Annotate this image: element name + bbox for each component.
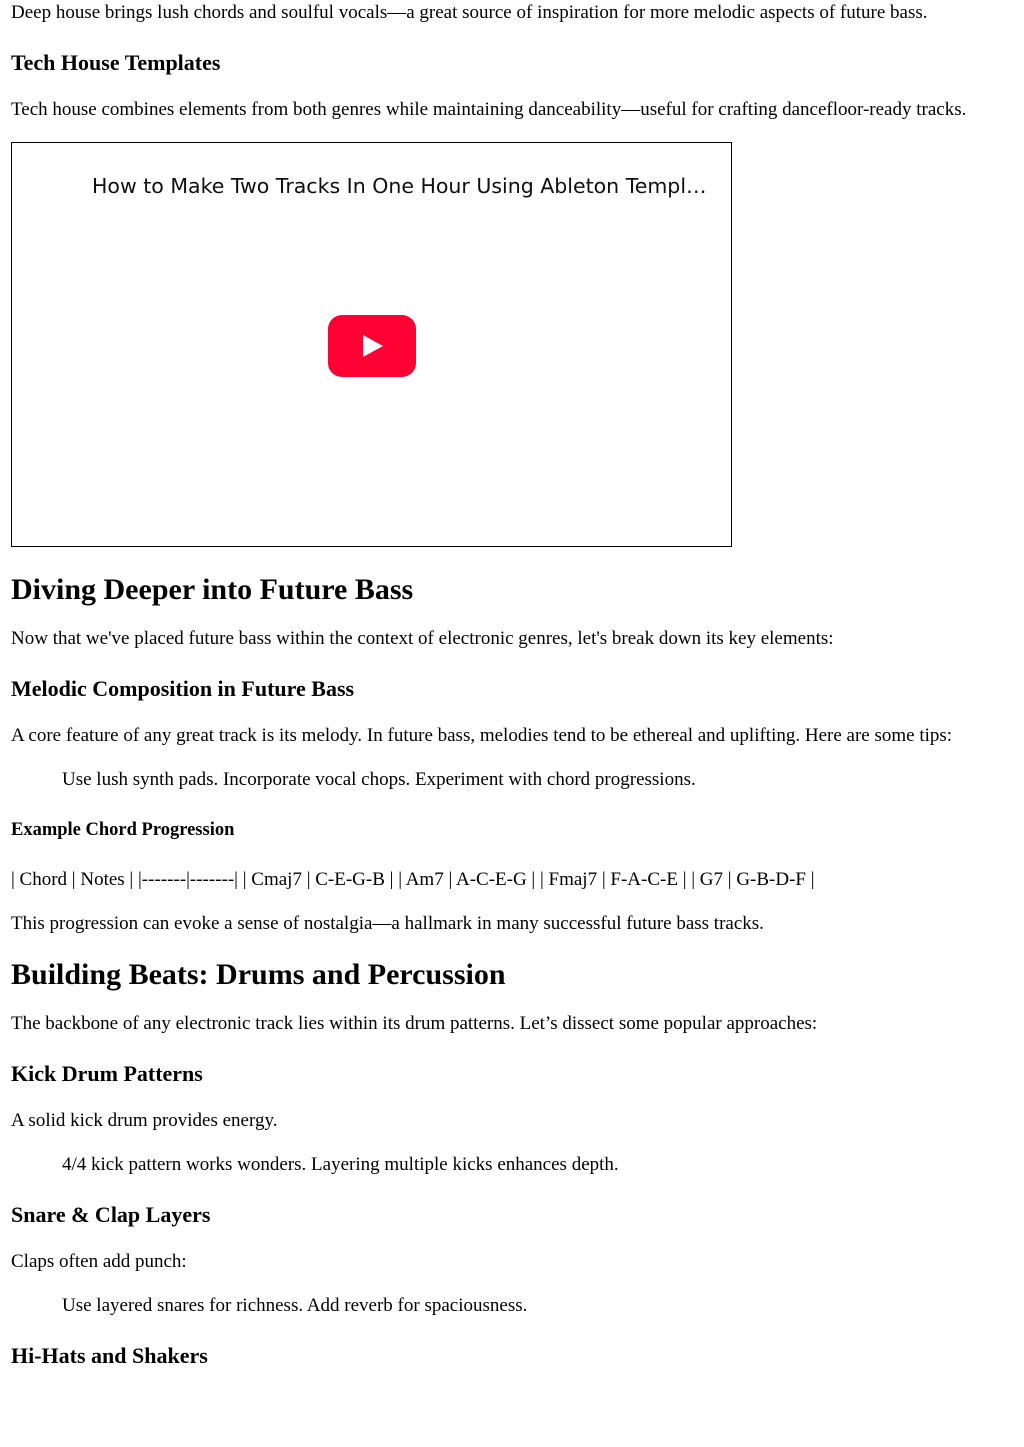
article-body — [0, 1, 1024, 1369]
melodic-composition-paragraph: A core feature of any great track is its melody. In future bass, melodies tend to be ethereal and uplifting. Here are some tips: — [11, 725, 953, 746]
hihats-heading: Hi-Hats and Shakers — [11, 1343, 208, 1368]
snare-clap-heading: Snare & Clap Layers — [11, 1202, 211, 1227]
chord-table-text: | Chord | Notes | |-------|-------| | Cmaj7 | C-E-G-B | | Am7 | A-C-E-G | | Fmaj7 | F-A-C-E | | G7 | G-B-D-F | — [11, 869, 815, 890]
youtube-play-icon[interactable] — [328, 315, 416, 377]
tech-house-heading: Tech House Templates — [11, 50, 221, 75]
tech-house-paragraph: Tech house combines elements from both genres while maintaining danceability—useful for crafting dancefloor-ready tracks. — [11, 99, 967, 120]
intro-paragraph: Deep house brings lush chords and soulful vocals—a great source of inspiration for more melodic aspects of future bass. — [11, 2, 928, 23]
kick-drum-heading: Kick Drum Patterns — [11, 1061, 203, 1086]
building-beats-paragraph: The backbone of any electronic track lies within its drum patterns. Let’s dissect some popular approaches: — [11, 1013, 818, 1034]
kick-tips-blockquote: 4/4 kick pattern works wonders. Layering multiple kicks enhances depth. — [62, 1154, 619, 1175]
embedded-video[interactable] — [11, 142, 732, 547]
melodic-composition-heading: Melodic Composition in Future Bass — [11, 676, 355, 701]
building-beats-heading: Building Beats: Drums and Percussion — [11, 958, 506, 991]
diving-deeper-heading: Diving Deeper into Future Bass — [11, 573, 414, 606]
snare-clap-paragraph: Claps often add punch: — [11, 1251, 187, 1272]
video-title[interactable]: How to Make Two Tracks In One Hour Using Ableton Templ… — [92, 174, 707, 198]
play-triangle-icon — [359, 333, 385, 359]
snare-tips-blockquote: Use layered snares for richness. Add reverb for spaciousness. — [62, 1295, 528, 1316]
chord-progression-paragraph: This progression can evoke a sense of nostalgia—a hallmark in many successful future bass tracks. — [11, 913, 764, 934]
chord-progression-heading: Example Chord Progression — [11, 820, 235, 840]
kick-drum-paragraph: A solid kick drum provides energy. — [11, 1110, 278, 1131]
melodic-tips-blockquote: Use lush synth pads. Incorporate vocal chops. Experiment with chord progressions. — [62, 769, 696, 790]
diving-deeper-paragraph: Now that we've placed future bass within the context of electronic genres, let's break down its key elements: — [11, 628, 834, 649]
